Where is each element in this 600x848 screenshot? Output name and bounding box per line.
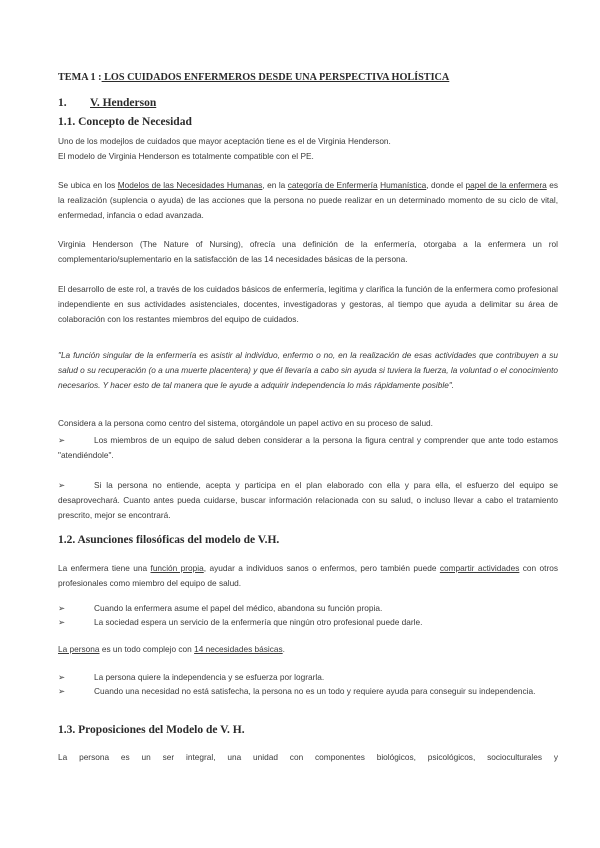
bullet-arrow-icon: ➢ <box>58 603 65 613</box>
paragraph: La persona es un ser integral, una unidad con componentes biológicos, psicológicos, socioculturales y <box>58 752 558 762</box>
bullet-item: ➢ Cuando la enfermera asume el papel del médico, abandona su función propia. <box>58 601 558 616</box>
section-title: V. Henderson <box>90 97 157 109</box>
paragraph: La enfermera tiene una función propia, ayudar a individuos sanos o enfermos, pero también puede compartir actividades con otros profesionales como miembro del equipo de salud. <box>58 563 558 588</box>
bullet-arrow-icon: ➢ <box>58 435 65 445</box>
paragraph: Se ubica en los Modelos de las Necesidades Humanas, en la categoría de Enfermería Humanística, donde el papel de la enfermera es la realización (suplencia o ayuda) de las acciones que la persona no puede realizar en un determinado momento de su ciclo de vital, enfermedad, infancia o edad avanzada. <box>58 180 558 220</box>
bullet-item: ➢ Si la persona no entiende, acepta y participa en el plan elaborado con ella y para ella, el esfuerzo del equipo se desaprovechará. Cuanto antes pueda cuidarse, buscar información relacionada con su salud, o incluso llevar a cabo el tratamiento prescrito, mejor se encontrará. <box>58 480 558 520</box>
title-prefix: TEMA 1 : <box>58 72 102 83</box>
section-number: 1. <box>58 97 67 109</box>
subsection-heading-1-2: 1.2. Asunciones filosóficas del modelo de V.H. <box>58 534 280 546</box>
paragraph: Considera a la persona como centro del sistema, otorgándole un papel activo en su proceso de salud. <box>58 418 433 428</box>
bullet-arrow-icon: ➢ <box>58 617 65 627</box>
subsection-heading-1-1: 1.1. Concepto de Necesidad <box>58 116 192 128</box>
bullet-arrow-icon: ➢ <box>58 480 65 490</box>
bullet-item: ➢ Los miembros de un equipo de salud deben considerar a la persona la figura central y comprender que ante todo estamos "atendiéndole". <box>58 435 558 460</box>
bullet-item: ➢ La sociedad espera un servicio de la enfermería que ningún otro profesional puede darle. <box>58 615 558 630</box>
section-heading-henderson <box>58 97 156 109</box>
bullet-arrow-icon: ➢ <box>58 686 65 696</box>
document-title <box>58 72 449 83</box>
paragraph: El desarrollo de este rol, a través de los cuidados básicos de enfermería, legitima y clarifica la función de la enfermera como profesional independiente en sus actividades asistenciales, docentes, investigadoras y gestoras, al tiempo que ayuda a delimitar su área de colaboración con los restantes miembros del equipo de cuidados. <box>58 284 558 324</box>
title-text: LOS CUIDADOS ENFERMEROS DESDE UNA PERSPECTIVA HOLÍSTICA <box>101 72 450 83</box>
paragraph: Virginia Henderson (The Nature of Nursing), ofrecía una definición de la enfermería, otorgaba a la enfermera un rol complementario/suplementario en la satisfacción de las 14 necesidades básicas de la persona. <box>58 239 558 264</box>
quote: "La función singular de la enfermería es asistir al individuo, enfermo o no, en la realización de esas actividades que contribuyen a su salud o su recuperación (o a una muerte placentera) y que él llevaría a cabo sin ayuda si tuviera la fuerza, la voluntad o el conocimiento necesarios. Y hacer esto de tal manera que le ayude a adquirir independencia lo más rápidamente posible". <box>58 350 558 390</box>
paragraph: El modelo de Virginia Henderson es totalmente compatible con el PE. <box>58 151 314 161</box>
bullet-item: ➢ La persona quiere la independencia y se esfuerza por lograrla. <box>58 670 558 685</box>
bullet-arrow-icon: ➢ <box>58 672 65 682</box>
bullet-item: ➢ Cuando una necesidad no está satisfecha, la persona no es un todo y requiere ayuda para conseguir su independencia. <box>58 684 558 699</box>
subsection-heading-1-3: 1.3. Proposiciones del Modelo de V. H. <box>58 724 245 736</box>
paragraph: La persona es un todo complejo con 14 necesidades básicas. <box>58 644 285 654</box>
paragraph: Uno de los modejlos de cuidados que mayor aceptación tiene es el de Virginia Henderson. <box>58 136 391 146</box>
